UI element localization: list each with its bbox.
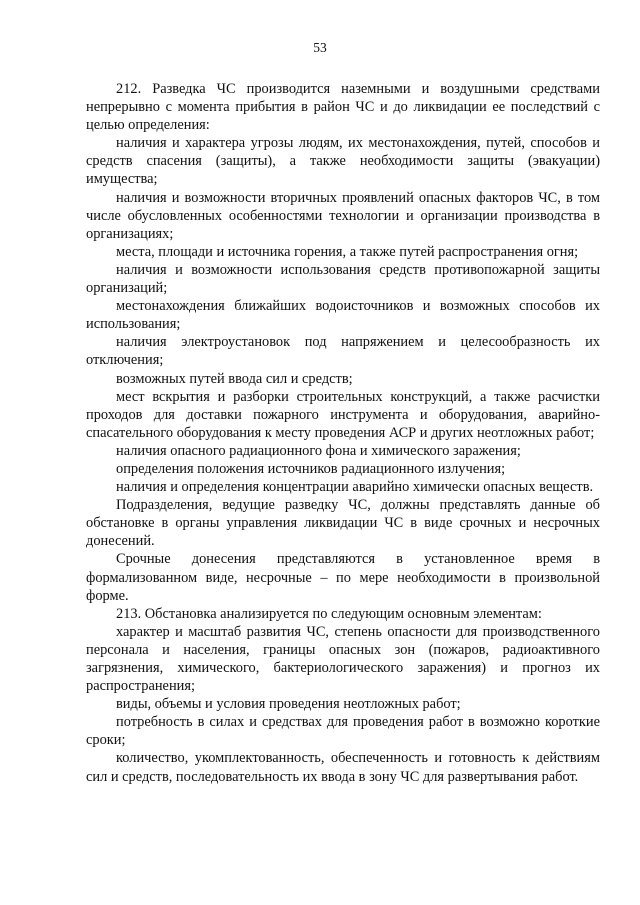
paragraph-water-sources: местонахождения ближайших водоисточников и возможных способов их использования; — [86, 298, 600, 333]
paragraph-hazardous-chemicals: наличия и определения концентрации аварийно химически опасных веществ. — [116, 479, 594, 496]
paragraph-radiation-sources: определения положения источников радиационного излучения; — [116, 460, 506, 477]
paragraph-fire-protection: наличия и возможности использования средств противопожарной защиты организаций; — [86, 261, 600, 297]
paragraph-radiation-chemical: наличия опасного радиационного фона и химического заражения; — [116, 442, 521, 459]
paragraph-forces-readiness: количество, укомплектованность, обеспеченность и готовность к действиям сил и средств, последовательность их ввода в зону ЧС для развертывания работ. — [86, 750, 600, 785]
paragraph-213-intro: 213. Обстановка анализируется по следующим основным элементам: — [116, 605, 542, 622]
paragraph-electrical-installations: наличия электроустановок под напряжением и целесообразность их отключения; — [86, 334, 600, 369]
paragraph-reporting-units: Подразделения, ведущие разведку ЧС, должны представлять данные об обстановке в органы управления ликвидации ЧС в виде срочных и несрочных донесений. — [86, 497, 600, 550]
page-number: 53 — [313, 40, 327, 55]
paragraph-urgent-reports: Срочные донесения представляются в установленное время в формализованном виде, несрочные – по мере необходимости в произвольной форме. — [86, 551, 600, 604]
paragraph-resource-needs: потребность в силах и средствах для проведения работ в возможно короткие сроки; — [86, 714, 600, 749]
paragraph-scale-of-emergency: характер и масштаб развития ЧС, степень опасности для производственного персонала и населения, границы опасных зон (пожаров, радиоактивного загрязнения, химического, бактериологического заражения) и прогноз их распространения; — [86, 623, 600, 695]
paragraph-212-intro: 212. Разведка ЧС производится наземными и воздушными средствами непрерывно с момента прибытия в район ЧС и до ликвидации ее последствий с целью определения: — [86, 81, 600, 134]
paragraph-entry-routes: возможных путей ввода сил и средств; — [116, 370, 353, 387]
paragraph-work-types: виды, объемы и условия проведения неотложных работ; — [116, 696, 461, 713]
paragraph-fire-location: места, площади и источника горения, а также путей распространения огня; — [116, 243, 579, 260]
paragraph-threat-to-people: наличия и характера угрозы людям, их местонахождения, путей, способов и средств спасения (защиты), а также необходимости защиты (эвакуации) имущества; — [86, 135, 600, 188]
paragraph-secondary-hazards: наличия и возможности вторичных проявлений опасных факторов ЧС, в том числе обусловленных особенностями технологии и организации производства в организациях; — [86, 189, 600, 242]
paragraph-structure-opening: мест вскрытия и разборки строительных конструкций, а также расчистки проходов для доставки пожарного инструмента и оборудования, аварийно-спасательного оборудования к месту проведения АСР и других неотложных работ; — [86, 388, 600, 441]
page-body — [86, 80, 600, 786]
